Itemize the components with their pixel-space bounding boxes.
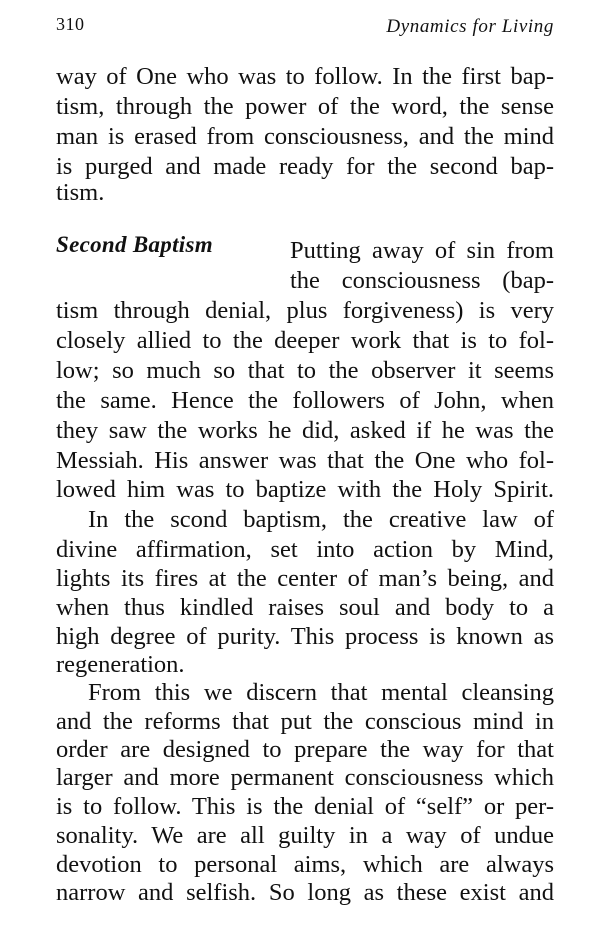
page-number: 310 <box>56 14 85 34</box>
text-line: tism through denial, plus forgiveness) is very <box>56 297 554 324</box>
text-line: larger and more permanent consciousness which <box>56 764 554 791</box>
text-line: low; so much so that to the observer it seems <box>56 357 554 384</box>
text-line: man is erased from consciousness, and the mind <box>56 123 554 150</box>
text-line: the same. Hence the followers of John, when <box>56 387 554 414</box>
text-line: order are designed to prepare the way for that <box>56 736 554 763</box>
running-title: Dynamics for Living <box>386 16 554 37</box>
text-line: narrow and selfish. So long as these exist and <box>56 879 554 906</box>
text-line: Messiah. His answer was that the One who fol- <box>56 447 554 474</box>
text-line: lights its fires at the center of man’s being, and <box>56 565 554 592</box>
text-line: lowed him was to baptize with the Holy Spirit. <box>56 476 554 503</box>
text-line: devotion to personal aims, which are always <box>56 851 554 878</box>
text-line: the consciousness (bap- <box>290 267 554 294</box>
text-line: regeneration. <box>56 651 185 678</box>
text-line: high degree of purity. This process is known as <box>56 623 554 650</box>
page-header <box>56 14 554 44</box>
text-line: is purged and made ready for the second bap- <box>56 153 554 180</box>
text-line: tism, through the power of the word, the sense <box>56 93 554 120</box>
text-line: closely allied to the deeper work that is to fol- <box>56 327 554 354</box>
text-line: way of One who was to follow. In the first bap- <box>56 63 554 90</box>
text-line: and the reforms that put the conscious mind in <box>56 708 554 735</box>
text-line: From this we discern that mental cleansing <box>88 679 554 706</box>
text-line: In the scond baptism, the creative law of <box>88 506 554 533</box>
text-line: when thus kindled raises soul and body to a <box>56 594 554 621</box>
text-line: tism. <box>56 179 105 206</box>
text-line: divine affirmation, set into action by Mind, <box>56 536 554 563</box>
text-line: they saw the works he did, asked if he was the <box>56 417 554 444</box>
text-line: Putting away of sin from <box>290 237 554 264</box>
section-heading: Second Baptism <box>56 232 213 257</box>
text-line: sonality. We are all guilty in a way of undue <box>56 822 554 849</box>
text-line: is to follow. This is the denial of “self” or per- <box>56 793 554 820</box>
